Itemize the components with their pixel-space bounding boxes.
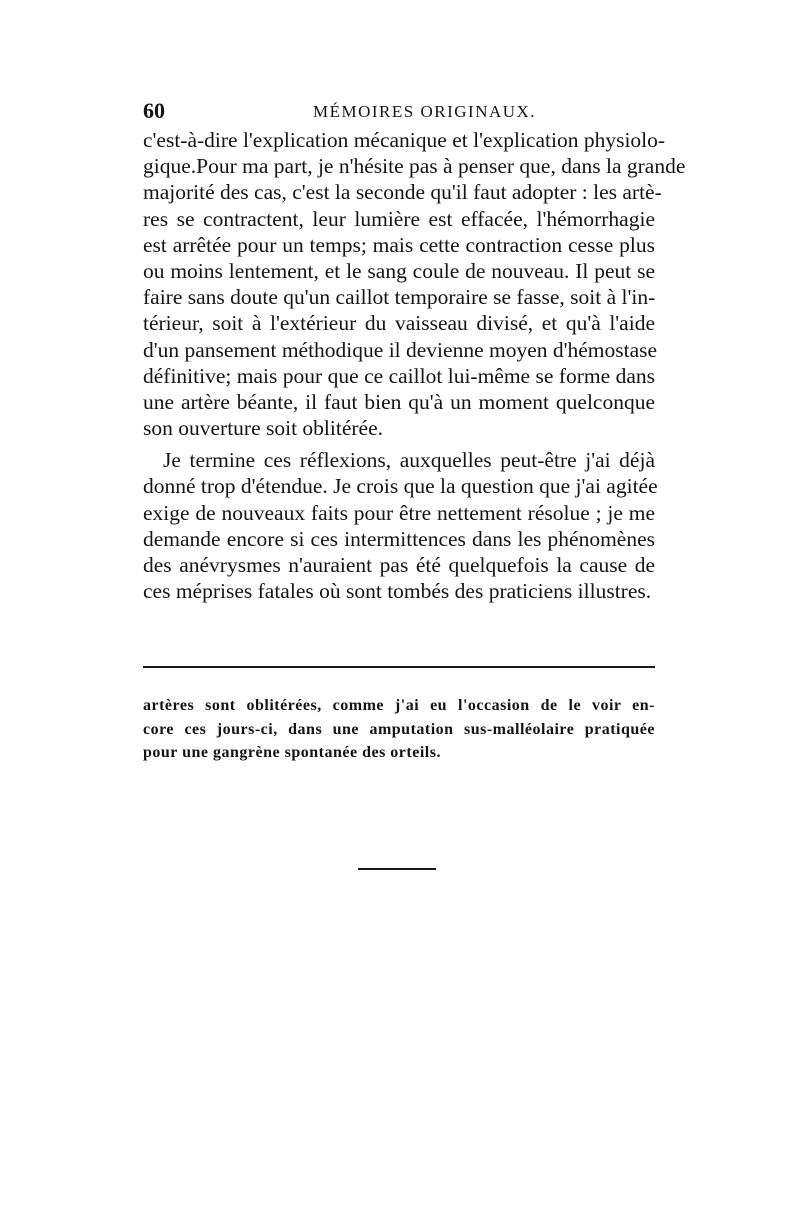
text-line: res se contractent, leur lumière est effacée, l'hémorrhagie [143,206,655,231]
text-line: majorité des cas, c'est la seconde qu'il faut adopter : les artè- [143,180,662,205]
end-rule [358,868,436,870]
text-line: d'un pansement méthodique il devienne moyen d'hémostase [143,337,658,362]
footnote-separator [143,666,655,668]
text-line: son ouverture soit oblitérée. [143,416,384,441]
footnote [143,694,655,765]
text-line: est arrêtée pour un temps; mais cette contraction cesse plus [143,232,655,257]
running-title: MÉMOIRES ORIGINAUX. [313,102,537,121]
footnote-line: artères sont oblitérées, comme j'ai eu l'occasion de le voir en- [143,697,655,714]
footnote-line: pour une gangrène spontanée des orteils. [143,744,441,761]
text-line: des anévrysmes n'auraient pas été quelquefois la cause de [143,553,655,577]
running-head [143,98,655,124]
text-line: c'est-à-dire l'explication mécanique et l'explication physiolo- [143,128,666,152]
text-line: térieur, soit à l'extérieur du vaisseau divisé, et qu'à l'aide [143,311,655,336]
footnote-line: core ces jours-ci, dans une amputation sus-malléolaire pratiquée [143,720,655,738]
text-line: définitive; mais pour que ce caillot lui-même se forme dans [143,363,655,388]
text-line: ou moins lentement, et le sang coule de nouveau. Il peut se [143,258,655,283]
text-line: Je termine ces réflexions, auxquelles peut-être j'ai déjà [163,448,655,473]
main-text [143,127,686,604]
paragraph [143,127,686,441]
page-number: 60 [143,98,165,123]
text-line: exige de nouveaux faits pour être nettement résolue ; je me [143,500,655,525]
text-line: faire sans doute qu'un caillot temporaire se fasse, soit à l'in- [143,285,656,310]
paragraph [143,447,658,604]
text-line: demande encore si ces intermittences dans les phénomènes [143,526,655,551]
text-line: une artère béante, il faut bien qu'à un moment quelconque [143,389,655,414]
text-line: gique.Pour ma part, je n'hésite pas à penser que, dans la grande [143,154,686,179]
text-line: donné trop d'étendue. Je crois que la question que j'ai agitée [143,474,658,499]
text-line: ces méprises fatales où sont tombés des praticiens illustres. [143,579,652,604]
